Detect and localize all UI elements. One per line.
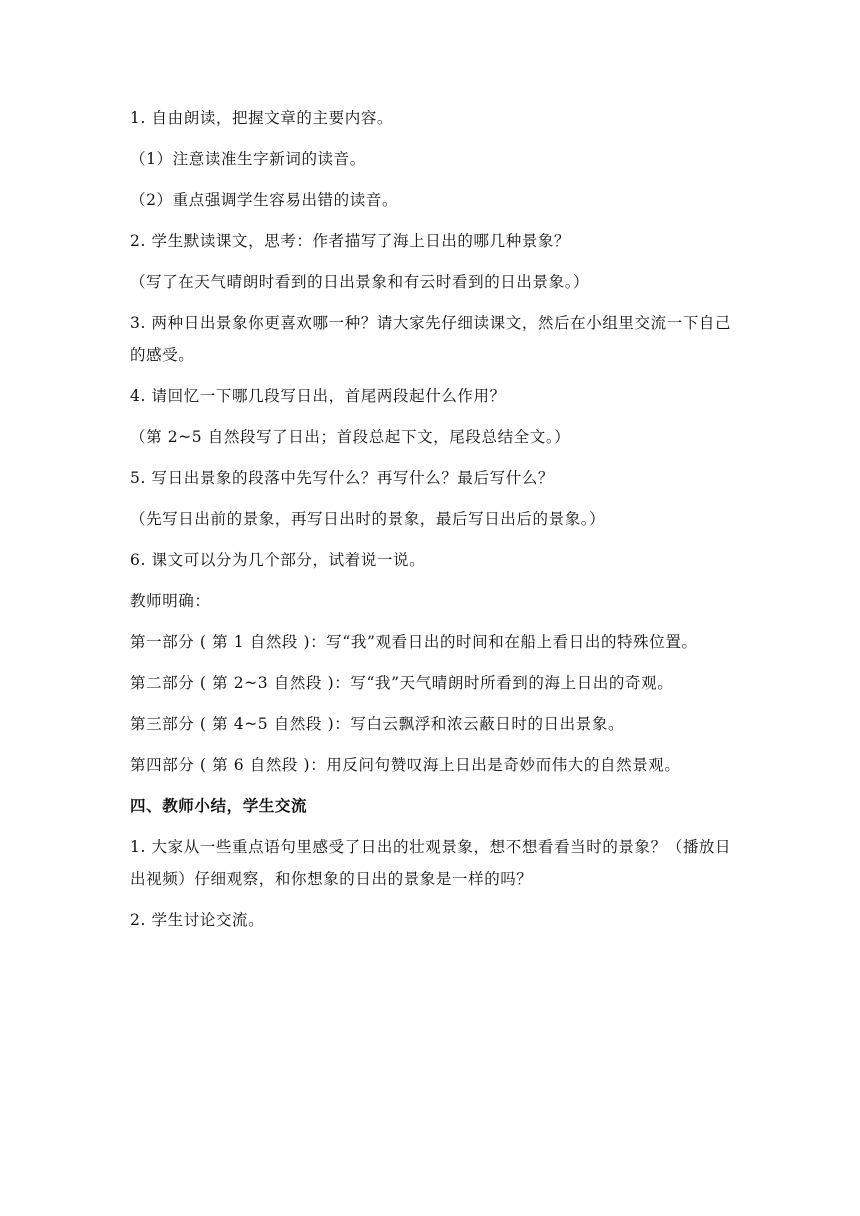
- paragraph-step-1-sub-2: （2）重点强调学生容易出错的读音。: [130, 191, 399, 209]
- paragraph-step-4: 4. 请回忆一下哪几段写日出，首尾两段起什么作用？: [130, 387, 506, 405]
- paragraph-step-4-answer: （第 2~5 自然段写了日出；首段总起下文，尾段总结全文。）: [130, 428, 571, 446]
- document-body: [130, 102, 732, 945]
- paragraph-step-1: 1. 自由朗读，把握文章的主要内容。: [130, 109, 394, 127]
- paragraph-step-5-answer: （先写日出前的景象，再写日出时的景象，最后写日出后的景象。）: [130, 510, 606, 528]
- paragraph-part-1: 第一部分 ( 第 1 自然段 )：写“我”观看日出的时间和在船上看日出的特殊位置。: [130, 633, 698, 651]
- paragraph-step-2-answer: （写了在天气晴朗时看到的日出景象和有云时看到的日出景象。）: [130, 273, 590, 291]
- paragraph-part-3: 第三部分 ( 第 4~5 自然段 )：写白云飘浮和浓云蔽日时的日出景象。: [130, 715, 625, 733]
- paragraph-part-4: 第四部分 ( 第 6 自然段 )：用反问句赞叹海上日出是奇妙而伟大的自然景观。: [130, 756, 681, 774]
- paragraph-step-2: 2. 学生默读课文，思考：作者描写了海上日出的哪几种景象？: [130, 232, 571, 250]
- section-heading: 四、教师小结，学生交流: [130, 796, 308, 815]
- paragraph-step-5: 5. 写日出景象的段落中先写什么？再写什么？最后写什么？: [130, 469, 555, 487]
- paragraph-teacher-clarify: 教师明确：: [130, 592, 211, 610]
- paragraph-step-6: 6. 课文可以分为几个部分，试着说一说。: [130, 551, 426, 569]
- paragraph-part-2: 第二部分 ( 第 2~3 自然段 )：写“我”天气晴朗时所看到的海上日出的奇观。: [130, 674, 674, 692]
- paragraph-step-1-sub-1: （1）注意读准生字新词的读音。: [130, 150, 366, 168]
- paragraph-summary-2: 2. 学生讨论交流。: [130, 911, 265, 929]
- paragraph-step-3: 3. 两种日出景象你更喜欢哪一种？请大家先仔细读课文，然后在小组里交流一下自己的感受。: [130, 314, 732, 364]
- paragraph-summary-1: 1. 大家从一些重点语句里感受了日出的壮观景象，想不想看看当时的景象？（播放日出视频）仔细观察，和你想象的日出的景象是一样的吗？: [130, 838, 732, 888]
